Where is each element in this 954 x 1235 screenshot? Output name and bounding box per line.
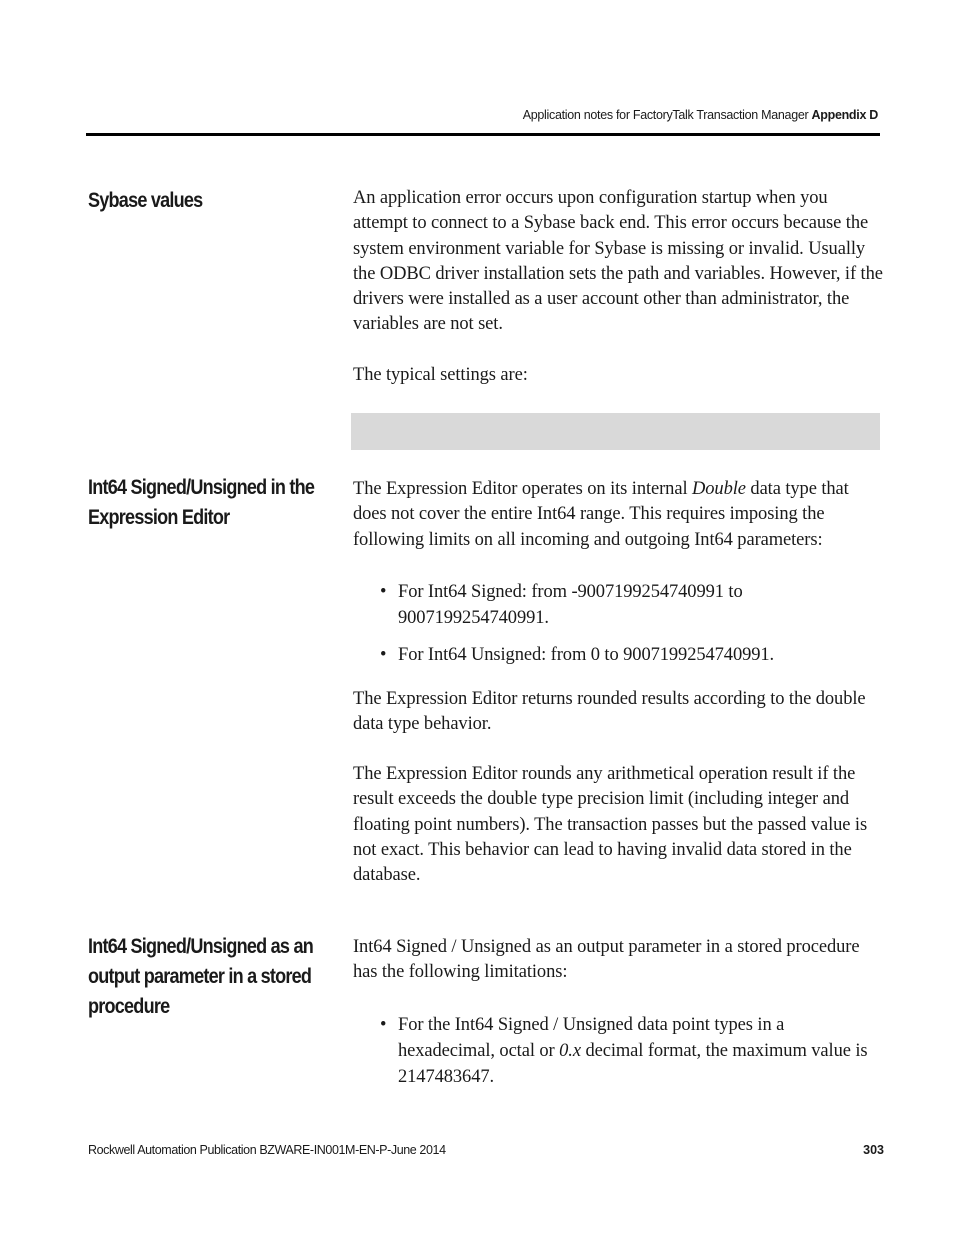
typical-settings-paragraph: The typical settings are: <box>353 365 528 385</box>
appendix-label: Appendix D <box>811 108 878 122</box>
max-value-text <box>398 1012 880 1090</box>
int64-output-heading: Int64 Signed/Unsigned as an output parameter in a stored procedure <box>88 935 313 1018</box>
footer-publication: Rockwell Automation Publication BZWARE-IN001M-EN-P-June 2014 <box>88 1143 446 1157</box>
running-title: Application notes for FactoryTalk Transaction Manager <box>522 108 809 122</box>
header-rule <box>86 133 880 136</box>
int64-output-paragraph: Int64 Signed / Unsigned as an output parameter in a stored procedure has the following limitations: <box>353 937 860 983</box>
double-term: Double <box>692 479 746 499</box>
typical-settings-box <box>351 413 880 450</box>
int64-editor-heading: Int64 Signed/Unsigned in the Expression Editor <box>88 476 315 529</box>
max-value-text-a: For the Int64 Signed / Unsigned data point types in a hexadecimal, octal or <box>398 1015 785 1061</box>
int64-editor-text-b: data type that does not cover the entire Int64 range. This requires imposing the following limits on all incoming and outgoing Int64 parameters: <box>353 479 849 550</box>
running-header <box>523 108 878 122</box>
int64-editor-paragraph <box>353 477 883 553</box>
rounding-behavior-paragraph: The Expression Editor rounds any arithmetical operation result if the result exceeds the double type precision limit (including integer and floating point numbers). The transaction passes but the passed value is not exact. This behavior can lead to having invalid data stored in the database. <box>353 764 868 886</box>
int64-editor-text-a: The Expression Editor operates on its internal <box>353 479 693 499</box>
max-value-text-b: decimal format, the maximum value is 2147483647. <box>398 1041 868 1087</box>
bullet-icon: • <box>380 1015 387 1035</box>
list-item <box>380 642 880 668</box>
signed-range-text: For Int64 Signed: from -9007199254740991 to 9007199254740991. <box>398 582 743 628</box>
sybase-heading: Sybase values <box>88 189 203 212</box>
page-number: 303 <box>863 1143 884 1157</box>
unsigned-range-text: For Int64 Unsigned: from 0 to 9007199254740991. <box>398 645 775 665</box>
rounded-results-paragraph: The Expression Editor returns rounded results according to the double data type behavior. <box>353 689 866 735</box>
list-item <box>380 1012 880 1090</box>
sybase-paragraph: An application error occurs upon configuration startup when you attempt to connect to a Sybase back end. This error occurs because the system environment variable for Sybase is missing or invalid. Usually the ODBC driver installation sets the path and variables. However, if the drivers were installed as a user account other than administrator, the variables are not set. <box>353 188 883 335</box>
bullet-icon: • <box>380 645 387 665</box>
bullet-icon: • <box>380 582 387 602</box>
decimal-format-term: 0.x <box>559 1041 581 1061</box>
list-item <box>380 579 880 631</box>
